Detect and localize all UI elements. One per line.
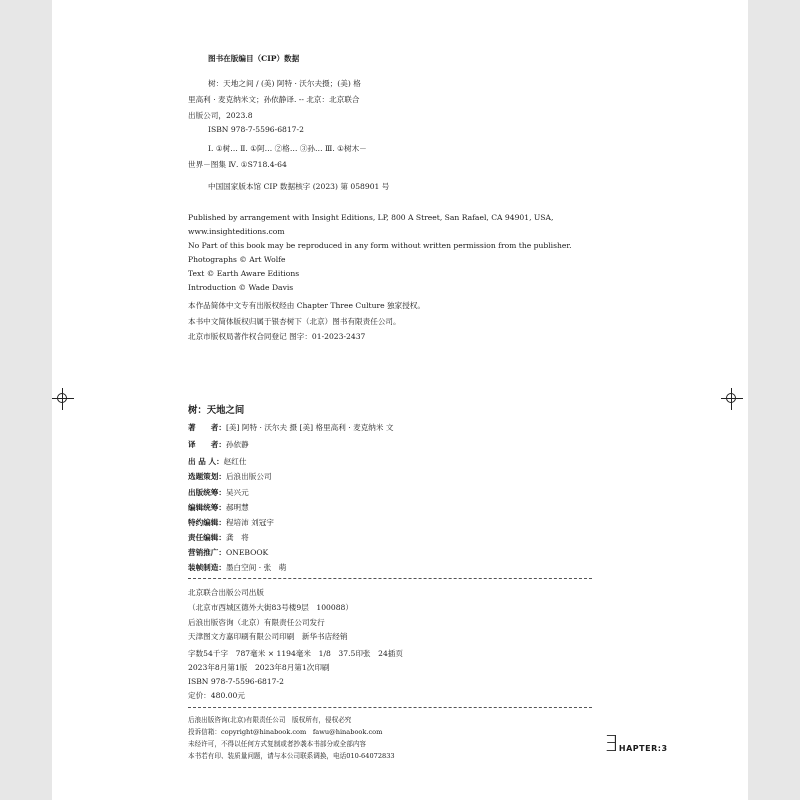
cip-line: 世界－图集 Ⅳ. ①S718.4-64 [188,160,287,169]
credit-row [188,519,274,527]
english-line: Published by arrangement with Insight Editions, LP, 800 A Street, San Rafael, CA 94901, USA, [188,213,554,222]
credit-value: [美] 阿特 · 沃尔夫 摄 [美] 格里高利 · 麦克纳米 文 [225,423,394,432]
english-line: No Part of this book may be reproduced in any form without written permission from the publisher. [188,241,572,250]
credit-label: 装帧制造： [188,563,226,572]
credit-label: 译 者： [188,440,226,449]
cip-line: 出版公司，2023.8 [188,111,253,120]
credit-label: 著 者： [188,423,226,432]
cip-line: 里高利 · 麦克纳米文；孙依静译. -- 北京：北京联合 [188,95,360,104]
cip-line: Ⅰ. ①树… Ⅱ. ①阿… ②格… ③孙… Ⅲ. ①树木－ [208,144,367,153]
english-line: Introduction © Wade Davis [188,283,294,292]
cip-isbn: ISBN 978-7-5596-6817-2 [208,125,304,134]
rights-line: 北京市版权局著作权合同登记 图字：01-2023-2437 [188,332,366,341]
credit-row [188,489,249,497]
credit-row [188,549,268,557]
credit-label: 编辑统筹： [188,503,226,512]
footer-line: 后浪出版咨询(北京)有限责任公司 版权所有，侵权必究 [188,716,352,724]
price: 定价：480.00元 [188,691,245,700]
dashed-divider [188,707,592,708]
rights-line: 本书中文简体版权归属于银杏树下（北京）图书有限责任公司。 [188,317,401,326]
credit-row [188,458,246,466]
cip-heading: 图书在版编目（CIP）数据 [208,54,300,63]
english-line: Photographs © Art Wolfe [188,255,286,264]
credit-row [188,441,249,449]
publisher-line: 后浪出版咨询（北京）有限责任公司发行 [188,618,325,627]
english-line: www.insighteditions.com [188,227,285,236]
publisher-line: （北京市西城区德外大街83号楼9层 100088） [188,603,353,612]
document-page [52,0,748,800]
logo-text: HAPTER:3 [618,743,668,753]
credit-value: 孙依静 [225,440,249,449]
chapter-three-logo [604,734,668,756]
english-line: Text © Earth Aware Editions [188,269,300,278]
credit-label: 出 品 人： [188,457,224,466]
credit-value: 墨白空间 · 张 萌 [225,563,287,572]
publisher-line: 北京联合出版公司出版 [188,588,264,597]
book-title: 树：天地之间 [188,405,245,416]
credit-value: 后浪出版公司 [225,472,272,481]
rights-line: 本作品简体中文专有出版权经由 Chapter Three Culture 独家授权。 [188,301,425,310]
registration-mark-icon [52,388,74,410]
credit-row [188,504,249,512]
footer-line: 未经许可，不得以任何方式复制或者抄袭本书部分或全部内容 [188,740,367,748]
credit-row [188,564,286,572]
credit-value: ONEBOOK [225,548,269,557]
credit-row [188,424,393,432]
publisher-isbn: ISBN 978-7-5596-6817-2 [188,677,284,686]
publisher-line: 字数54千字 787毫米 × 1194毫米 1/8 37.5印张 24插页 [188,649,403,658]
credit-row [188,473,272,481]
cip-line: 中国国家版本馆 CIP 数据核字 (2023) 第 058901 号 [208,182,390,191]
registration-mark-icon [721,388,743,410]
cip-line: 树：天地之间 / (美) 阿特 · 沃尔夫摄；(美) 格 [208,79,361,88]
credit-label: 选题策划： [188,472,226,481]
credit-value: 吴兴元 [225,488,249,497]
footer-line: 本书若有印、装质量问题，请与本公司联系调换，电话010-64072833 [188,752,395,760]
publisher-line: 天津图文方嘉印刷有限公司印刷 新华书店经销 [188,632,348,641]
credit-value: 龚 将 [225,533,249,542]
footer-line: 投诉信箱：copyright@hinabook.com fawu@hinabook.com [188,728,383,736]
credit-value: 程培沛 刘冠宇 [225,518,274,527]
credit-label: 营销推广： [188,548,226,557]
credit-label: 特约编辑： [188,518,226,527]
credit-value: 赵红仕 [223,457,247,466]
credit-value: 郝明慧 [225,503,249,512]
credit-label: 责任编辑： [188,533,226,542]
logo-mark-icon: ∃ [604,732,618,757]
dashed-divider [188,578,592,579]
credit-label: 出版统筹： [188,488,226,497]
publisher-line: 2023年8月第1版 2023年8月第1次印刷 [188,663,330,672]
credit-row [188,534,249,542]
